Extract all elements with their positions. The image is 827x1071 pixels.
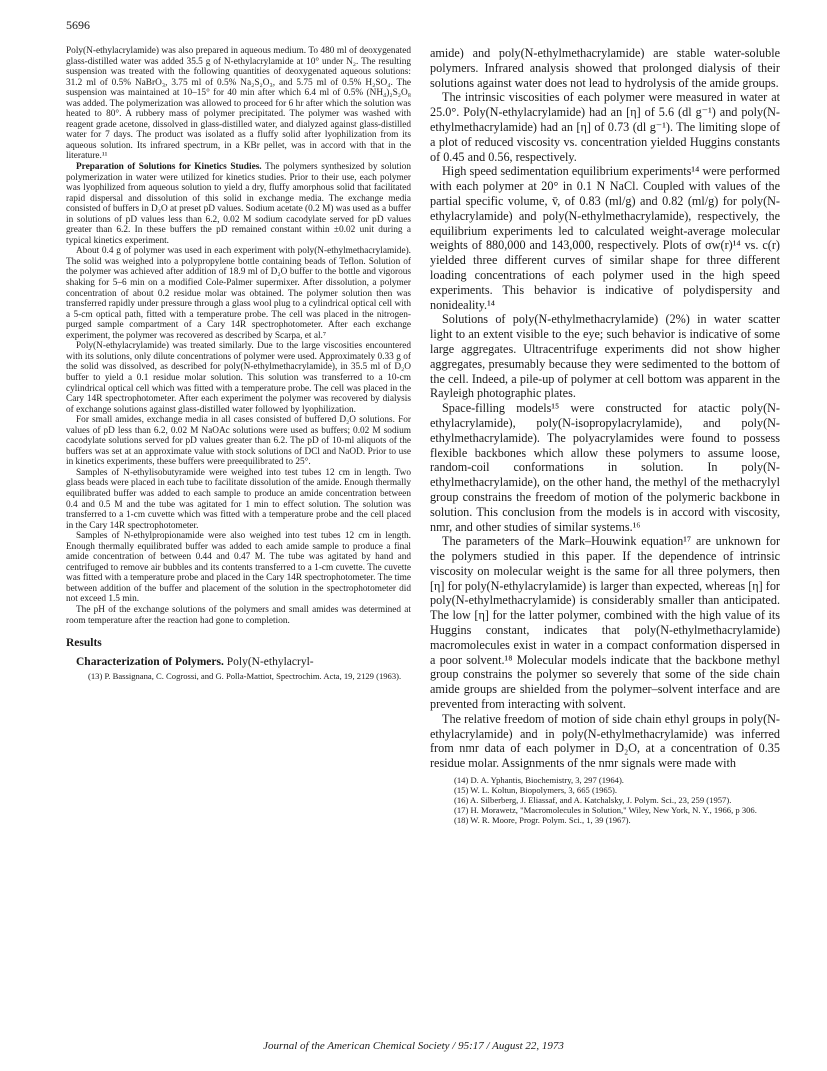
runin-heading: Preparation of Solutions for Kinetics Studies. xyxy=(76,162,262,173)
reference-item: (15) W. L. Koltun, Biopolymers, 3, 665 (1965). xyxy=(454,785,618,796)
paragraph: Poly(N-ethylacrylamide) was also prepared in aqueous medium. To 480 ml of deoxygenated glass-distilled water was added 35.5 g of N-ethylacrylamide at 10° under N₂. The resulting suspension was treated with the following quantities of deoxygenated aqueous solutions: 31.2 ml of 0.5% NaBrO₃, 3.75 ml of 0.5% Na₂S₂O₃, and 5.75 ml of 0.5% H₂SO₄. The suspension was maintained at 10–15° for 40 min after which 6.4 ml of 0.5% (NH₄)₂S₂O₈ was added. The polymerization was allowed to proceed for 6 hr after which the solution was heated to 80°. A rubbery mass of polymer precipitated. The polymer was washed with reagent grade acetone, dissolved in glass-distilled water, and dialyzed against glass-distilled water for 7 days. The product was isolated as a fluffy solid after lyophilization from its aqueous solution. Its infrared spectrum, in a KBr pellet, was in accord with that in the literature.¹¹ xyxy=(66,46,411,162)
page-number: 5696 xyxy=(66,18,90,32)
paragraph: Space-filling models¹⁵ were constructed for atactic poly(N-ethylacrylamide), poly(N-isopropylacrylamide), and poly(N-ethylmethacrylamide). The polyacrylamides were found to possess flexible backbones which allow these polymers to assume loose, random-coil conformations in solution. In poly(N-ethylmethacrylamide), on the other hand, the methyl of the methacrylyl group constrains the freedom of motion of the polymeric backbone in solution. This conclusion from the models is in accord with viscosity, nmr, and other studies of similar systems.¹⁶ xyxy=(430,401,780,534)
journal-footer: Journal of the American Chemical Society / 95:17 / August 22, 1973 xyxy=(263,1040,564,1052)
paragraph: For small amides, exchange media in all cases consisted of buffered D₂O solutions. For values of pD less than 6.2, 0.02 M NaOAc solutions were used as buffers; 0.02 M sodium cacodylate solutions served for pD values greater than 6.2. The pD of 10-ml aliquots of the buffers was set at an approximate value with stock solutions of DCl and NaOD. Prior to use in kinetics experiments, these buffers were preequilibrated to 25°. xyxy=(66,415,411,468)
paragraph: The relative freedom of motion of side chain ethyl groups in poly(N-ethylacrylamide) and in poly(N-ethylmethacrylamide) was inferred from nmr data of each polymer in D₂O, at a concentration of 0.35 residue molar. Assignments of the nmr signals were made with xyxy=(430,711,780,771)
paragraph: Samples of N-ethylisobutyramide were weighed into test tubes 12 cm in length. Two glass beads were placed in each tube to facilitate dissolution of the amide. Enough thermally equilibrated buffer was added to each sample to produce an amide concentration between 0.4 and 0.5 M and the tube was agitated for 1 min to effect solution. The solution was transferred to a 1-cm cuvette which was fitted with a temperature probe and the cell placed in the Cary 14R spectrophotometer. xyxy=(66,467,411,531)
reference-item: (13) P. Bassignana, C. Cogrossi, and G. Polla-Mattiot, Spectrochim. Acta, 19, 2129 (1963). xyxy=(88,671,402,682)
reference-item: (18) W. R. Moore, Progr. Polym. Sci., 1, 39 (1967). xyxy=(454,815,631,826)
paragraph: The pH of the exchange solutions of the polymers and small amides was determined at room temperature after the reaction had gone to completion. xyxy=(66,604,411,626)
reference-item: (16) A. Silberberg, J. Eliassaf, and A. Katchalsky, J. Polym. Sci., 23, 259 (1957). xyxy=(454,795,732,806)
section-heading xyxy=(66,657,411,668)
paragraph: The parameters of the Mark–Houwink equation¹⁷ are unknown for the polymers studied in this paper. If the dependence of intrinsic viscosity on molecular weight is the same for all three polymers, then [η] for poly(N-ethylacrylamide) is larger than expected, whereas [η] for poly(N-ethylmethacrylamide) is considerably smaller than anticipated. The low [η] for the latter polymer, combined with the high value of its Huggins constant, indicates that poly(N-ethylmethacrylamide) macromolecules exist in water in a compact conformation dispersed in a poor solvent.¹⁸ Molecular models indicate that the backbone methyl group constrains the polymer so severely that some of the side chain amide groups are shielded from the polymer–solvent interface and are prevented from interacting with solvent. xyxy=(430,534,780,712)
paragraph: Samples of N-ethylpropionamide were also weighed into test tubes 12 cm in length. Enough thermally equilibrated buffer was added to each amide sample to produce a final amide concentration of between 0.44 and 0.47 M. The tube was agitated by hand and centrifuged to remove air bubbles and its contents transferred to a 1-cm cuvette. The cuvette was fitted with a temperature probe and placed in the Cary 14R spectrophotometer. The time between addition of the buffer and placement of the solution in the spectrophotometer did not exceed 1.5 min. xyxy=(66,531,411,605)
paragraph xyxy=(66,162,411,246)
right-column xyxy=(430,46,780,825)
left-column xyxy=(66,46,411,681)
paragraph: Poly(N-ethylacrylamide) was treated similarly. Due to the large viscosities encountered with its solutions, only dilute concentrations of polymer were used. Approximately 0.33 g of the solid was dissolved, as described for poly(N-ethylmethacrylamide), in 35.5 ml of D₂O buffer to yield a 0.1 residue molar solution. This solution was transferred to a 10-cm cylindrical optical cell which was fitted with a temperature probe. The cell was placed in the Cary 14R spectrophotometer. After each experiment the polymer was recovered by dialysis of exchange solutions against glass-distilled water followed by lyophilization. xyxy=(66,341,411,415)
footnotes-left xyxy=(66,671,411,681)
footnotes-right xyxy=(430,775,780,825)
results-heading: Results xyxy=(66,637,102,650)
reference-item: (14) D. A. Yphantis, Biochemistry, 3, 297 (1964). xyxy=(454,775,624,786)
paragraph-text: The polymers synthesized by solution polymerization in water were utilized for kinetics studies. Prior to their use, each polymer was lyophilized from aqueous solution to yield a dry, fluffy amorphous solid that facilitated rapid dispersal and dissolution of this solid in exchange media. The exchange media consisted of buffers in D₂O at preset pD values. Sodium acetate (0.2 M) was used as a buffer in solutions of pD values less than 6.2, 0.02 M sodium cacodylate served for pD values greater than 6.2. In these buffers the pD remained constant within ±0.02 unit during a typical kinetics experiment. xyxy=(66,162,412,246)
reference-item: (17) H. Morawetz, "Macromolecules in Solution," Wiley, New York, N. Y., 1966, p 306. xyxy=(454,805,757,816)
paragraph: About 0.4 g of polymer was used in each experiment with poly(N-ethylmethacrylamide). The solid was weighed into a polypropylene bottle containing beads of Teflon. Solution of the polymer was achieved after addition of 18.9 ml of D₂O buffer to the bottle and vigorous shaking for 5–6 min on a modified Cole-Palmer supermixer. After dissolution, a polymer concentration of about 0.2 residue molar was obtained. The polymer solution then was transferred rapidly under pressure through a glass wool plug to a cylindrical optical cell with a 5-cm optical path, fitted with a temperature probe. The cell was placed in the nitrogen-purged sample compartment of a Cary 14R spectrophotometer. After each exchange experiment, the polymer was recovered as described by Scarpa, et al.⁷ xyxy=(66,246,411,341)
paragraph: High speed sedimentation equilibrium experiments¹⁴ were performed with each polymer at 20° in 0.1 N NaCl. Coupled with values of the partial specific volume, v̄, of 0.83 (ml/g) and 0.82 (ml/g) for poly(N-ethylacrylamide) and poly(N-ethylmethacrylamide), respectively, the equilibrium experiments led to calculated weight-average molecular weights of 880,000 and 143,000, respectively. Plots of σw(r)¹⁴ vs. c(r) yielded three different curves of similar shape for three different loading concentrations of each polymer used in the high speed experiments. This behavior is indicative of polydispersity and nonideality.¹⁴ xyxy=(430,164,780,312)
section-heading-text: Poly(N-ethylacryl- xyxy=(223,655,314,668)
paragraph: The intrinsic viscosities of each polymer were measured in water at 25.0°. Poly(N-ethylacrylamide) had an [η] of 5.6 (dl g⁻¹) and poly(N-ethylmethacrylamide) had an [η] of 0.73 (dl g⁻¹). The limiting slope of a plot of reduced viscosity vs. concentration yielded Huggins constants of 0.45 and 0.56, respectively. xyxy=(430,90,780,164)
section-heading-bold: Characterization of Polymers. xyxy=(76,655,224,668)
paragraph: Solutions of poly(N-ethylmethacrylamide) (2%) in water scatter light to an extent visible to the eye; such behavior is indicative of some large aggregates. Ultracentrifuge experiments did not show higher aggregates, presumably because they were sedimented to the bottom of the cell. Indeed, a pile-up of polymer at cell bottom was apparent in the Rayleigh photographic plates. xyxy=(430,312,780,401)
paragraph: amide) and poly(N-ethylmethacrylamide) are stable water-soluble polymers. Infrared analysis showed that prolonged dialysis of their solutions against water does not lead to hydrolysis of the amide groups. xyxy=(430,46,780,90)
